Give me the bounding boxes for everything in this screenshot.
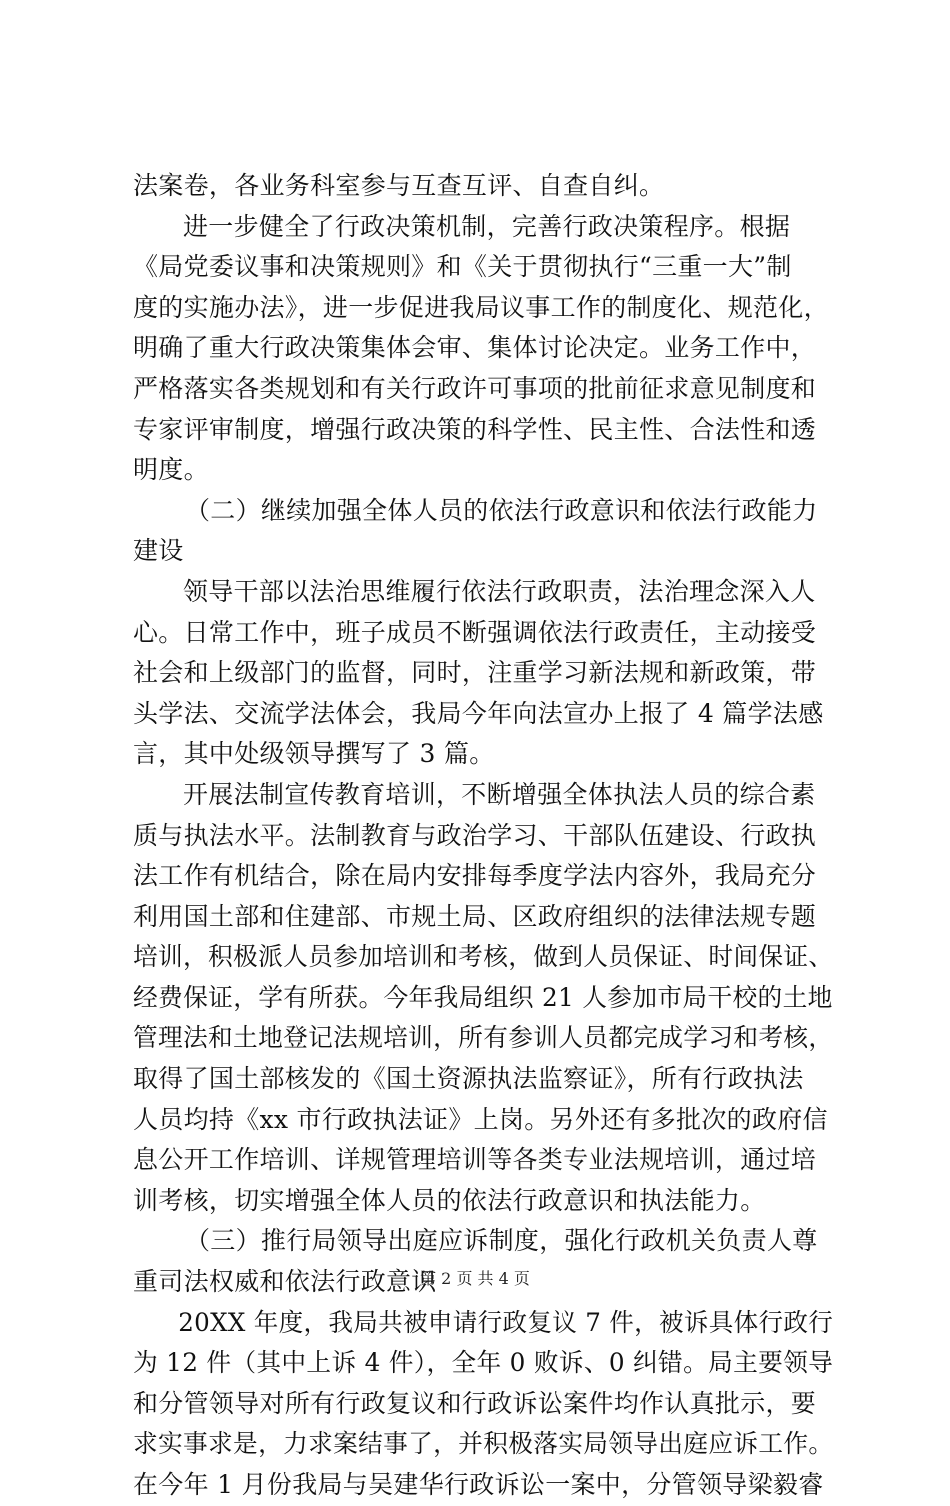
text-line: 息公开工作培训、详规管理培训等各类专业法规培训，通过培 — [133, 1145, 817, 1175]
text-line: 培训，积极派人员参加培训和考核，做到人员保证、时间保证、 — [133, 942, 834, 972]
text-line: 建设 — [133, 536, 184, 566]
text-line: 言，其中处级领导撰写了 3 篇。 — [133, 739, 495, 769]
text-line: （三）推行局领导出庭应诉制度，强化行政机关负责人尊 — [185, 1226, 818, 1256]
text-line: 领导干部以法治思维履行依法行政职责，法治理念深入人 — [183, 576, 816, 606]
text-line: 社会和上级部门的监督，同时，注重学习新法规和新政策，带 — [133, 658, 817, 688]
text-line: 法案卷，各业务科室参与互查互评、自查自纠。 — [133, 171, 665, 200]
text-line: 在今年 1 月份我局与吴建华行政诉讼一案中，分管领导梁毅睿 — [133, 1470, 824, 1499]
text-line: 明度。 — [133, 455, 209, 485]
text-line: 进一步健全了行政决策机制，完善行政决策程序。根据 — [183, 211, 791, 241]
text-line: 专家评审制度，增强行政决策的科学性、民主性、合法性和透 — [133, 414, 817, 444]
text-line: 和分管领导对所有行政复议和行政诉讼案件均作认真批示，要 — [133, 1388, 817, 1418]
text-line: （二）继续加强全体人员的依法行政意识和依法行政能力 — [185, 495, 818, 525]
text-line: 求实事求是，力求案结事了，并积极落实局领导出庭应诉工作。 — [133, 1429, 834, 1459]
text-line: 20XX 年度，我局共被申请行政复议 7 件，被诉具体行政行 — [178, 1307, 834, 1337]
text-line: 管理法和土地登记法规培训，所有参训人员都完成学习和考核， — [133, 1023, 834, 1053]
text-line: 明确了重大行政决策集体会审、集体讨论决定。业务工作中， — [133, 333, 817, 363]
text-line: 质与执法水平。法制教育与政治学习、干部队伍建设、行政执 — [133, 820, 817, 850]
text-line: 经费保证，学有所获。今年我局组织 21 人参加市局干校的土地 — [133, 982, 833, 1012]
text-line: 重司法权威和依法行政意识 — [133, 1267, 437, 1297]
text-line: 法工作有机结合，除在局内安排每季度学法内容外，我局充分 — [133, 861, 817, 891]
text-line: 人员均持《xx 市行政执法证》上岗。另外还有多批次的政府信 — [133, 1104, 828, 1134]
text-line: 取得了国土部核发的《国土资源执法监察证》，所有行政执法 — [133, 1064, 804, 1094]
text-line: 度的实施办法》，进一步促进我局议事工作的制度化、规范化， — [133, 292, 829, 322]
text-line: 利用国土部和住建部、市规土局、区政府组织的法律法规专题 — [133, 901, 817, 931]
text-line: 严格落实各类规划和有关行政许可事项的批前征求意见制度和 — [133, 373, 817, 403]
text-line: 头学法、交流学法体会，我局今年向法宣办上报了 4 篇学法感 — [133, 698, 824, 728]
text-line: 心。日常工作中，班子成员不断强调依法行政责任，主动接受 — [133, 617, 817, 647]
text-line: 《局党委议事和决策规则》和《关于贯彻执行“三重一大”制 — [133, 252, 792, 282]
text-line: 为 12 件（其中上诉 4 件），全年 0 败诉、0 纠错。局主要领导 — [133, 1348, 834, 1378]
text-line: 开展法制宣传教育培训，不断增强全体执法人员的综合素 — [183, 779, 816, 809]
document-body — [133, 166, 833, 1506]
text-line: 训考核，切实增强全体人员的依法行政意识和执法能力。 — [133, 1185, 766, 1215]
page-footer: 第 2 页 共 4 页 — [420, 1269, 530, 1288]
